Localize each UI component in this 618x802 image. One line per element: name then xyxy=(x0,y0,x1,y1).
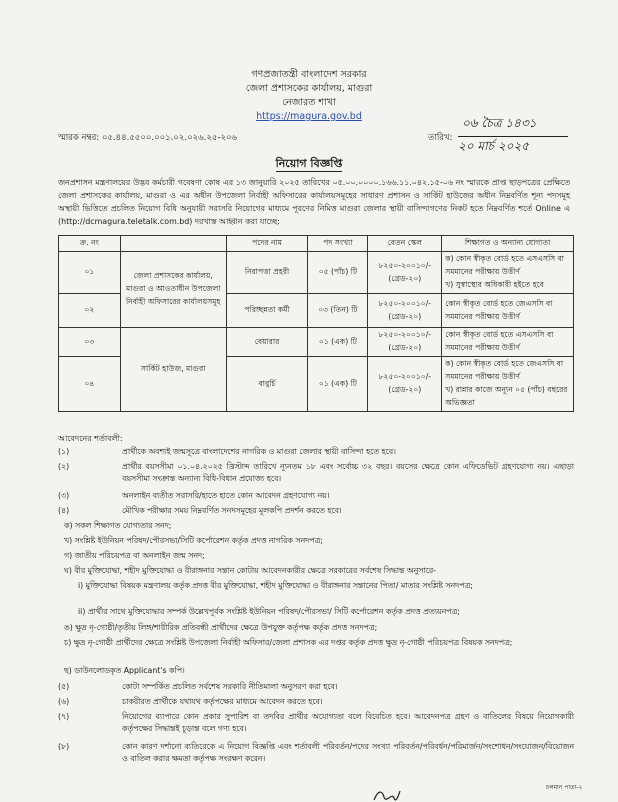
date-english: ২০ মার্চ ২০২৫ xyxy=(458,136,568,158)
qual-b: খ) রান্নার কাজে অন্যূন ০৫ (পাঁচ) বছরের অভিজ্ঞতা xyxy=(445,385,568,407)
posts-table xyxy=(58,235,574,412)
condition-number: (১) xyxy=(58,447,70,456)
qual-a: ক) কোন স্বীকৃত বোর্ড হতে এসএসসি বা সমমানের পরীক্ষায় উত্তীর্ণ xyxy=(445,254,565,276)
condition-number: (৪) xyxy=(58,506,70,515)
row-count: ০৫ (পাঁচ) টি xyxy=(308,252,368,294)
sub-item: ছ) ডাউনলোডকৃত Applicant's কপি। xyxy=(64,666,185,675)
row-post: নিরাপত্তা প্রহরী xyxy=(226,252,308,294)
qual-b: খ) সুস্বাস্থ্যের অধিকারী হইতে হবে xyxy=(445,280,545,289)
scale-amount: ৮২৫০-২০০১০/- xyxy=(378,298,432,308)
row-count: ০১ (এক) টি xyxy=(308,357,368,412)
condition-text: কোন কারণ দর্শানো ব্যতিরেকে এ নিয়োগ বিজ্ঞপ্তি এবং শর্তাবলী পরিবর্তন/পদের সংখ্যা পরিবর্তন/পরিবর্ধন/পরিমার্জন/সংশোধন/সংযোজন/বিয়োজন ও বাতিল করার ক্ষমতা কর্তৃপক্ষ সংরক্ষণ করেন। xyxy=(122,742,574,763)
condition-text: নিয়োগের ব্যাপারে কোন প্রকার সুপারিশ বা তদবির প্রার্থীর অযোগ্যতা বলে বিবেচিত হবে। আবেদনপত্র গ্রহণ ও বাতিলের বিষয়ে নিয়োগকারী কর্তৃপক্ষের সিদ্ধান্তই চূড়ান্ত বলে গণ্য হবে। xyxy=(122,712,574,733)
office-cell-circuit-house: সার্কিট হাউজ, মাগুরা xyxy=(120,328,226,412)
row-qualification xyxy=(442,357,574,412)
sub-item: চ) ক্ষুদ্র নৃ-গোষ্ঠী প্রার্থীদের ক্ষেত্রে সংশ্লিষ্ট উপজেলা নির্বাহী অফিসার/জেলা প্রশাসক এর দপ্তর কর্তৃক প্রদত্ত ক্ষুদ্র নৃ-গোষ্ঠী পরিচয়পত্র বিষয়ক সনদপত্র; xyxy=(64,638,513,647)
condition-text: অনলাইন ব্যতীত সরাসরি/হাতে হাতে কোন আবেদন গ্রহণযোগ্য নয়। xyxy=(122,491,330,500)
row-serial: ০৩ xyxy=(59,328,121,357)
scale-grade: (গ্রেড-২০) xyxy=(388,385,422,394)
condition-number: (৮) xyxy=(58,742,70,751)
col-qualification: শিক্ষাগত ও অন্যান্য যোগ্যতা xyxy=(442,236,574,252)
condition-number: (৬) xyxy=(58,697,70,706)
condition-number: (৩) xyxy=(58,491,70,500)
condition-number: (২) xyxy=(58,462,70,471)
scale-amount: ৮২৫০-২০০১০/- xyxy=(378,330,432,339)
qual-a: ক) কোন স্বীকৃত বোর্ড হতে জেএসসি বা সমমানের পরীক্ষায় উত্তীর্ণ xyxy=(445,359,564,381)
table-header-row xyxy=(59,236,574,252)
row-scale xyxy=(368,357,442,412)
conditions-heading: আবেদনের শর্তাবলী: xyxy=(58,434,123,443)
row-count: ০৩ (তিন) টি xyxy=(308,294,368,328)
row-scale xyxy=(368,328,442,357)
sub-item: গ) জাতীয় পরিচয়পত্র বা অনলাইন জন্ম সনদ; xyxy=(64,551,205,560)
section-name: নেজারত শাখা xyxy=(282,97,336,108)
row-scale xyxy=(368,252,442,294)
memo-number: স্মারক নম্বর: ০৫.৪৪.৫৫০০.০০১.০২.০২৬.২৫-২০৬ xyxy=(58,133,238,143)
col-post: পদের নাম xyxy=(226,236,308,252)
table-row xyxy=(59,252,574,294)
table-row xyxy=(59,328,574,357)
row-count: ০১ (এক) টি xyxy=(308,328,368,357)
date-bangla: ০৬ চৈত্র ১৪৩১ xyxy=(462,116,537,130)
condition-number: (৫) xyxy=(58,682,70,691)
col-office xyxy=(120,236,226,252)
notice-title: নিয়োগ বিজ্ঞপ্তি xyxy=(275,157,343,170)
row-serial: ০৪ xyxy=(59,357,121,412)
row-post: পরিচ্ছন্নতা কর্মী xyxy=(226,294,308,328)
row-serial: ০২ xyxy=(59,294,121,328)
row-qualification xyxy=(442,252,574,294)
sub-item: i) মুক্তিযোদ্ধা বিষয়ক মন্ত্রণালয় কর্তৃক প্রদত্ত বীর মুক্তিযোদ্ধা, শহীদ মুক্তিযোদ্ধা ও বীরাঙ্গনার সন্তানের পিতা/ মাতার সংশ্লিষ্ট সনদপত্র; xyxy=(78,581,473,590)
website-link[interactable]: https://magura.gov.bd xyxy=(256,111,362,122)
col-serial: ক্র. নং xyxy=(59,236,121,252)
continued-page-note: চলমান পাতা-২ xyxy=(546,784,583,791)
scale-grade: (গ্রেড-২০) xyxy=(388,343,422,352)
notice-title-wrap xyxy=(0,155,618,174)
sub-item: ঘ) বীর মুক্তিযোদ্ধা, শহীদ মুক্তিযোদ্ধা ও বীরাঙ্গনার সন্তান কোটায় আবেদনকারীর ক্ষেত্রে সরকারের সর্বশেষ সিদ্ধান্ত অনুসারে- xyxy=(64,566,436,575)
intro-paragraph: জনপ্রশাসন মন্ত্রণালয়ের উদ্ভব কর্মচারী গবেষণা কোষ এর ১৩ জানুয়ারি ২০২৫ তারিখের ০৫.০০.০০০০.১৬৬.১১.০৪২.১৫-০৬ নং স্মারকে প্রাপ্ত ছাড়পত্রের প্রেক্ষিতে জেলা প্রশাসকের কার্যালয়, মাগুরা ও এর অধীন উপজেলা নির্বাহী অফিসারের কার্যালয়সমূহের সাধারণ প্রশাসন ও সার্কিট হাউজের অধীন নিম্নবর্ণিত শূন্য পদসমূহ অস্থায়ী ভিত্তিতে প্রচলিত নিয়োগ বিধি অনুযায়ী সরাসরি নিয়োগের মাধ্যমে পূরণের নিমিত্ত মাগুরা জেলার স্থায়ী বাসিন্দাগণের নিকট হতে নিম্নবর্ণিত শর্তে Online এ (http://dcmagura.teletalk.com.bd) দরখাস্ত আহ্বান করা যাচ্ছে: xyxy=(58,178,570,226)
condition-text: প্রার্থীর বয়সসীমা ০১.০৪.২০২৫ খ্রিস্টাব্দ তারিখে ন্যূনতম ১৮ এবং সর্বোচ্চ ৩২ বছর। বয়সের ক্ষেত্রে কোন এফিডেভিট গ্রহণযোগ্য নয়। এছাড়া বয়সসীমা সংক্রান্ত অন্যান্য বিধি-বিধান প্রযোজ্য হবে। xyxy=(122,462,574,483)
row-scale xyxy=(368,294,442,328)
condition-text: চাকরীরত প্রার্থীকে যথাযথ কর্তৃপক্ষের মাধ্যমে আবেদন করতে হবে। xyxy=(122,697,323,706)
condition-text: কোটা সম্পর্কিত প্রচলিত সর্বশেষ সরকারি নীতিমালা অনুসরণ করা হবে। xyxy=(122,682,338,691)
row-qualification: কোন স্বীকৃত বোর্ড হতে এসএসসি বা সমমানের পরীক্ষায় উত্তীর্ণ xyxy=(442,328,574,357)
condition-number: (৭) xyxy=(58,712,70,721)
row-qualification: কোন স্বীকৃত বোর্ড হতে জেএসসি বা সমমানের পরীক্ষায় উত্তীর্ণ xyxy=(442,294,574,328)
office-name: জেলা প্রশাসকের কার্যালয়, মাগুরা xyxy=(245,83,373,94)
sub-item: ক) সকল শিক্ষাগত যোগ্যতার সনদ; xyxy=(64,521,172,530)
date-label: তারিখ: xyxy=(428,133,453,143)
col-scale: বেতন স্কেল xyxy=(368,236,442,252)
office-cell-district: জেলা প্রশাসকের কার্যালয়, মাগুরা ও আওতাধীন উপজেলা নির্বাহী অফিসারের কার্যালয়সমূহ xyxy=(120,252,226,328)
scale-amount: ৮২৫০-২০০১০/- xyxy=(378,260,432,270)
scale-grade: (গ্রেড-২০) xyxy=(388,311,422,321)
condition-text: মৌখিক পরীক্ষার সময় নিম্নবর্ণিত সনদসমূহের মূলকপি প্রদর্শন করতে হবে। xyxy=(122,506,342,515)
sub-item: ঙ) ক্ষুদ্র নৃ-গোষ্ঠী/তৃতীয় লিঙ্গ/শারীরিক প্রতিবন্ধী প্রার্থীদের ক্ষেত্রে উপযুক্ত কর্তৃপক্ষ কর্তৃক প্রদত্ত সনদপত্র; xyxy=(64,623,378,632)
scale-grade: (গ্রেড-২০) xyxy=(388,273,422,283)
sub-item: ii) প্রার্থীর সাথে মুক্তিযোদ্ধার সম্পর্ক উল্লেখপূর্বক সংশ্লিষ্ট ইউনিয়ন পরিষদ/পৌরসভা/ সিটি কর্পোরেশন কর্তৃক প্রদত্ত প্রত্যয়নপত্র; xyxy=(78,607,460,616)
row-post: বেয়ারার xyxy=(226,328,308,357)
col-count: পদ সংখ্যা xyxy=(308,236,368,252)
condition-text: প্রার্থীকে অবশ্যই জন্মসূত্রে বাংলাদেশের নাগরিক ও মাগুরা জেলার স্থায়ী বাসিন্দা হতে হবে। xyxy=(122,447,396,456)
row-post: বাবুর্চি xyxy=(226,357,308,412)
scale-amount: ৮২৫০-২০০১০/- xyxy=(378,372,432,381)
sub-item: খ) সংশ্লিষ্ট ইউনিয়ন পরিষদ/পৌরসভা/সিটি কর্পোরেশন কর্তৃক প্রদত্ত নাগরিক সনদপত্র; xyxy=(64,536,323,545)
govt-name: গণপ্রজাতন্ত্রী বাংলাদেশ সরকার xyxy=(251,69,367,80)
row-serial: ০১ xyxy=(59,252,121,294)
